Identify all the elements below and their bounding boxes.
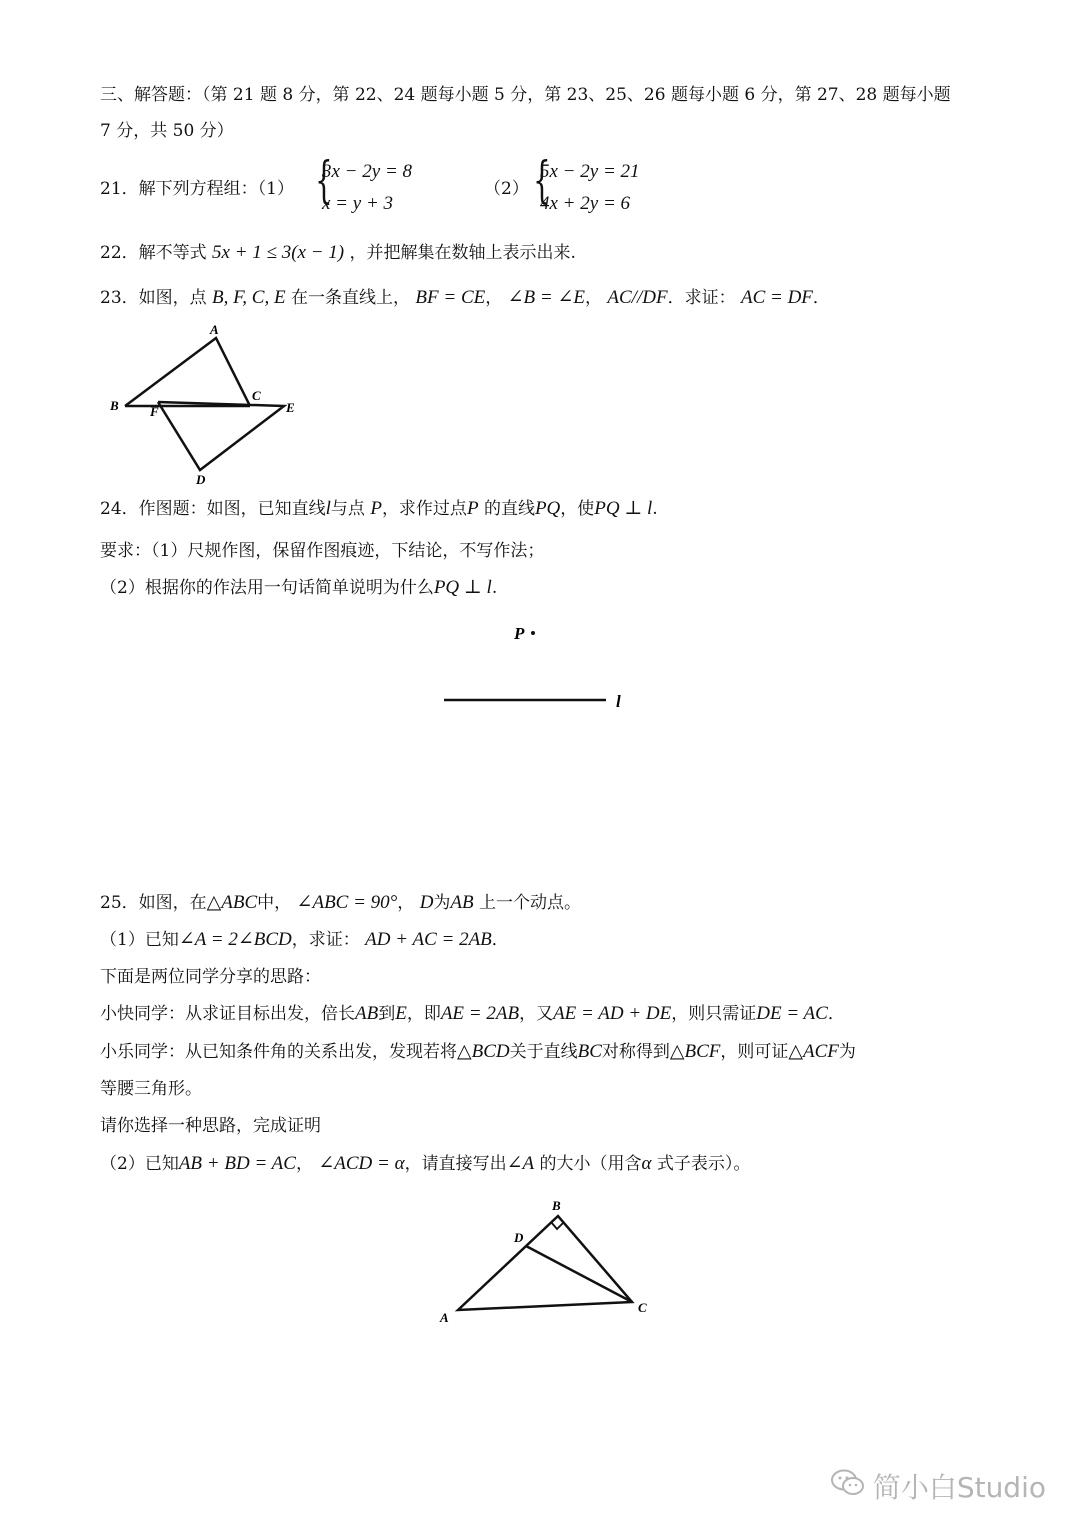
label-d: D	[196, 472, 206, 487]
p2-sep: ，	[295, 1154, 313, 1174]
label-b: B	[110, 398, 119, 413]
triangle-abc	[458, 1216, 632, 1310]
q25-xiaole-cont: 等腰三角形。	[100, 1079, 202, 1099]
q21-sys1-eq1: 3x − 2y = 8	[322, 161, 413, 182]
p2-prefix: （2）已知	[100, 1154, 179, 1174]
point-p	[531, 631, 535, 635]
q23-mid2: ．求证：	[667, 288, 736, 308]
xl-end: 为	[838, 1042, 856, 1062]
q23-goal: AC = DF	[740, 287, 813, 308]
label-a: A	[440, 1310, 449, 1325]
q25-angle: ∠ABC = 90°	[296, 892, 398, 913]
label-a: A	[210, 322, 219, 337]
q25-prefix: 25．如图，在	[100, 893, 207, 913]
q25-ab: AB	[450, 892, 474, 913]
p2-mid: ，请直接写出	[404, 1154, 507, 1174]
q24-p: P	[370, 498, 382, 519]
q25-part1	[100, 927, 1000, 953]
q25-mid: 中，	[257, 893, 292, 913]
xk-end: ．	[827, 1004, 845, 1024]
q24-text	[100, 496, 1000, 522]
q24-l: l	[325, 498, 331, 519]
label-b: B	[552, 1198, 561, 1213]
q25-p1-end: ．	[491, 930, 509, 950]
xl-mid1: 关于直线	[509, 1042, 578, 1062]
q21-intro: 21．解下列方程组：（1）	[100, 179, 294, 199]
q23-cond2: ∠B = ∠E	[507, 287, 585, 308]
watermark-text: 简小白Studio	[872, 1471, 1046, 1504]
q25-ideas: 下面是两位同学分享的思路：	[100, 967, 321, 987]
q24-req2-prefix: （2）根据你的作法用一句话简单说明为什么	[100, 578, 434, 598]
q25-p1-prefix: （1）已知	[100, 930, 179, 950]
xk-mid3: ，又	[519, 1004, 554, 1024]
q25-xiaole	[100, 1039, 1000, 1065]
xk-ab: AB	[355, 1003, 379, 1024]
triangle-dfe	[158, 402, 284, 470]
q21-sys2-eq1: 5x − 2y = 21	[540, 161, 640, 182]
q24-figure	[430, 615, 640, 725]
q21-sys1-eq2: x = y + 3	[322, 193, 394, 214]
label-f: F	[150, 404, 159, 419]
q24-mid4: ，使	[560, 499, 595, 519]
q23-cond1: BF = CE	[415, 287, 486, 308]
watermark	[831, 1466, 1046, 1506]
q24-req2-end: .	[491, 578, 498, 598]
xk-prefix: 小快同学：从求证目标出发，倍长	[100, 1004, 355, 1024]
section-title: 三、解答题：（第 21 题 8 分，第 22、24 题每小题 5 分，第 23、25、26 题每小题 6 分，第 27、28 题每小题	[100, 85, 951, 105]
xl-mid3: ，则可证	[720, 1042, 789, 1062]
right-angle-mark	[551, 1222, 564, 1229]
xk-eq3: DE = AC	[756, 1003, 828, 1024]
q22-text	[100, 240, 1000, 266]
q23-text	[100, 285, 1000, 311]
q25-choose: 请你选择一种思路，完成证明	[100, 1116, 321, 1136]
q24-pq: PQ	[534, 498, 561, 519]
q23-end: ．	[812, 288, 830, 308]
q21-system-2	[533, 151, 640, 220]
q24-mid3: 的直线	[483, 499, 535, 519]
q24-req1: 要求：（1）尺规作图，保留作图痕迹，下结论，不写作法；	[100, 541, 545, 561]
p2-alpha: α	[641, 1153, 652, 1174]
section-title-cont: 7 分，共 50 分）	[100, 121, 234, 141]
q24-mid2: ，求作过点	[381, 499, 467, 519]
xl-t3: △ACF	[788, 1041, 839, 1062]
q21-part2: （2）	[484, 179, 529, 199]
q24-req2	[100, 575, 1000, 601]
q22-inequality: 5x + 1 ≤ 3(x − 1)	[212, 242, 345, 263]
q25-xiaokuai	[100, 1001, 1000, 1027]
xk-mid2: ，即	[406, 1004, 441, 1024]
q24-p2: P	[466, 498, 479, 519]
q22-prefix: 22．解不等式	[100, 243, 207, 263]
q21-system-1	[315, 151, 413, 220]
q23-prefix: 23．如图，点	[100, 288, 207, 308]
brace-icon: {	[315, 151, 333, 209]
q25-figure	[430, 1192, 670, 1332]
q24-prefix: 24．作图题：如图，已知直线	[100, 499, 326, 519]
segment-dc	[526, 1246, 632, 1302]
q23-figure	[100, 320, 320, 490]
q22-suffix: ，并把解集在数轴上表示出来.	[349, 243, 576, 263]
q21-sys2-eq2: 4x + 2y = 6	[540, 193, 631, 214]
p2-angle: ∠ACD = α	[318, 1153, 405, 1174]
wechat-icon	[831, 1469, 865, 1504]
q25-p1-mid: ，求证：	[291, 930, 360, 950]
q24-mid1: 与点	[330, 499, 365, 519]
xl-bc: BC	[577, 1041, 602, 1062]
q23-sep2: ，	[585, 288, 602, 308]
triangle-abc	[125, 338, 250, 406]
q23-points: B, F, C, E	[212, 287, 286, 308]
label-e: E	[286, 400, 295, 415]
p2-mid2: 的大小（用含	[539, 1154, 642, 1174]
label-line-l: l	[616, 692, 621, 711]
label-c: C	[252, 388, 261, 403]
brace-icon: {	[533, 151, 551, 209]
q25-mid2: ，	[397, 893, 415, 913]
xk-mid4: ，则只需证	[671, 1004, 757, 1024]
q24-req2-perp: PQ ⊥ l	[433, 577, 492, 598]
q23-sep1: ，	[485, 288, 503, 308]
xk-eq1: AE = 2AB	[440, 1003, 520, 1024]
q24-end: .	[652, 499, 658, 519]
q25-d: D	[419, 892, 434, 913]
xl-t2: △BCF	[669, 1041, 721, 1062]
p2-a: ∠A	[506, 1153, 535, 1174]
p2-cond: AB + BD = AC	[178, 1153, 296, 1174]
xk-e: E	[395, 1003, 407, 1024]
p2-end: 式子表示）。	[656, 1154, 751, 1174]
q25-tri: △ABC	[206, 892, 258, 913]
label-d: D	[514, 1230, 524, 1245]
label-c: C	[638, 1300, 647, 1315]
xl-mid2: 对称得到	[601, 1042, 670, 1062]
q24-perp: PQ ⊥ l	[594, 498, 653, 519]
q25-end: 上一个动点。	[479, 893, 582, 913]
xk-mid1: 到	[378, 1004, 396, 1024]
q25-part2	[100, 1151, 1000, 1177]
q25-p1-cond: ∠A = 2∠BCD	[178, 929, 292, 950]
xl-prefix: 小乐同学：从已知条件角的关系出发，发现若将	[100, 1042, 457, 1062]
label-point-p: P	[514, 624, 525, 643]
q25-intro	[100, 890, 1000, 916]
xl-t1: △BCD	[457, 1041, 510, 1062]
q25-p1-goal: AD + AC = 2AB	[365, 929, 492, 950]
q25-mid3: 为	[433, 893, 451, 913]
q23-cond3: AC//DF	[607, 287, 668, 308]
xk-eq2: AE = AD + DE	[553, 1003, 672, 1024]
q23-mid1: 在一条直线上，	[291, 288, 410, 308]
